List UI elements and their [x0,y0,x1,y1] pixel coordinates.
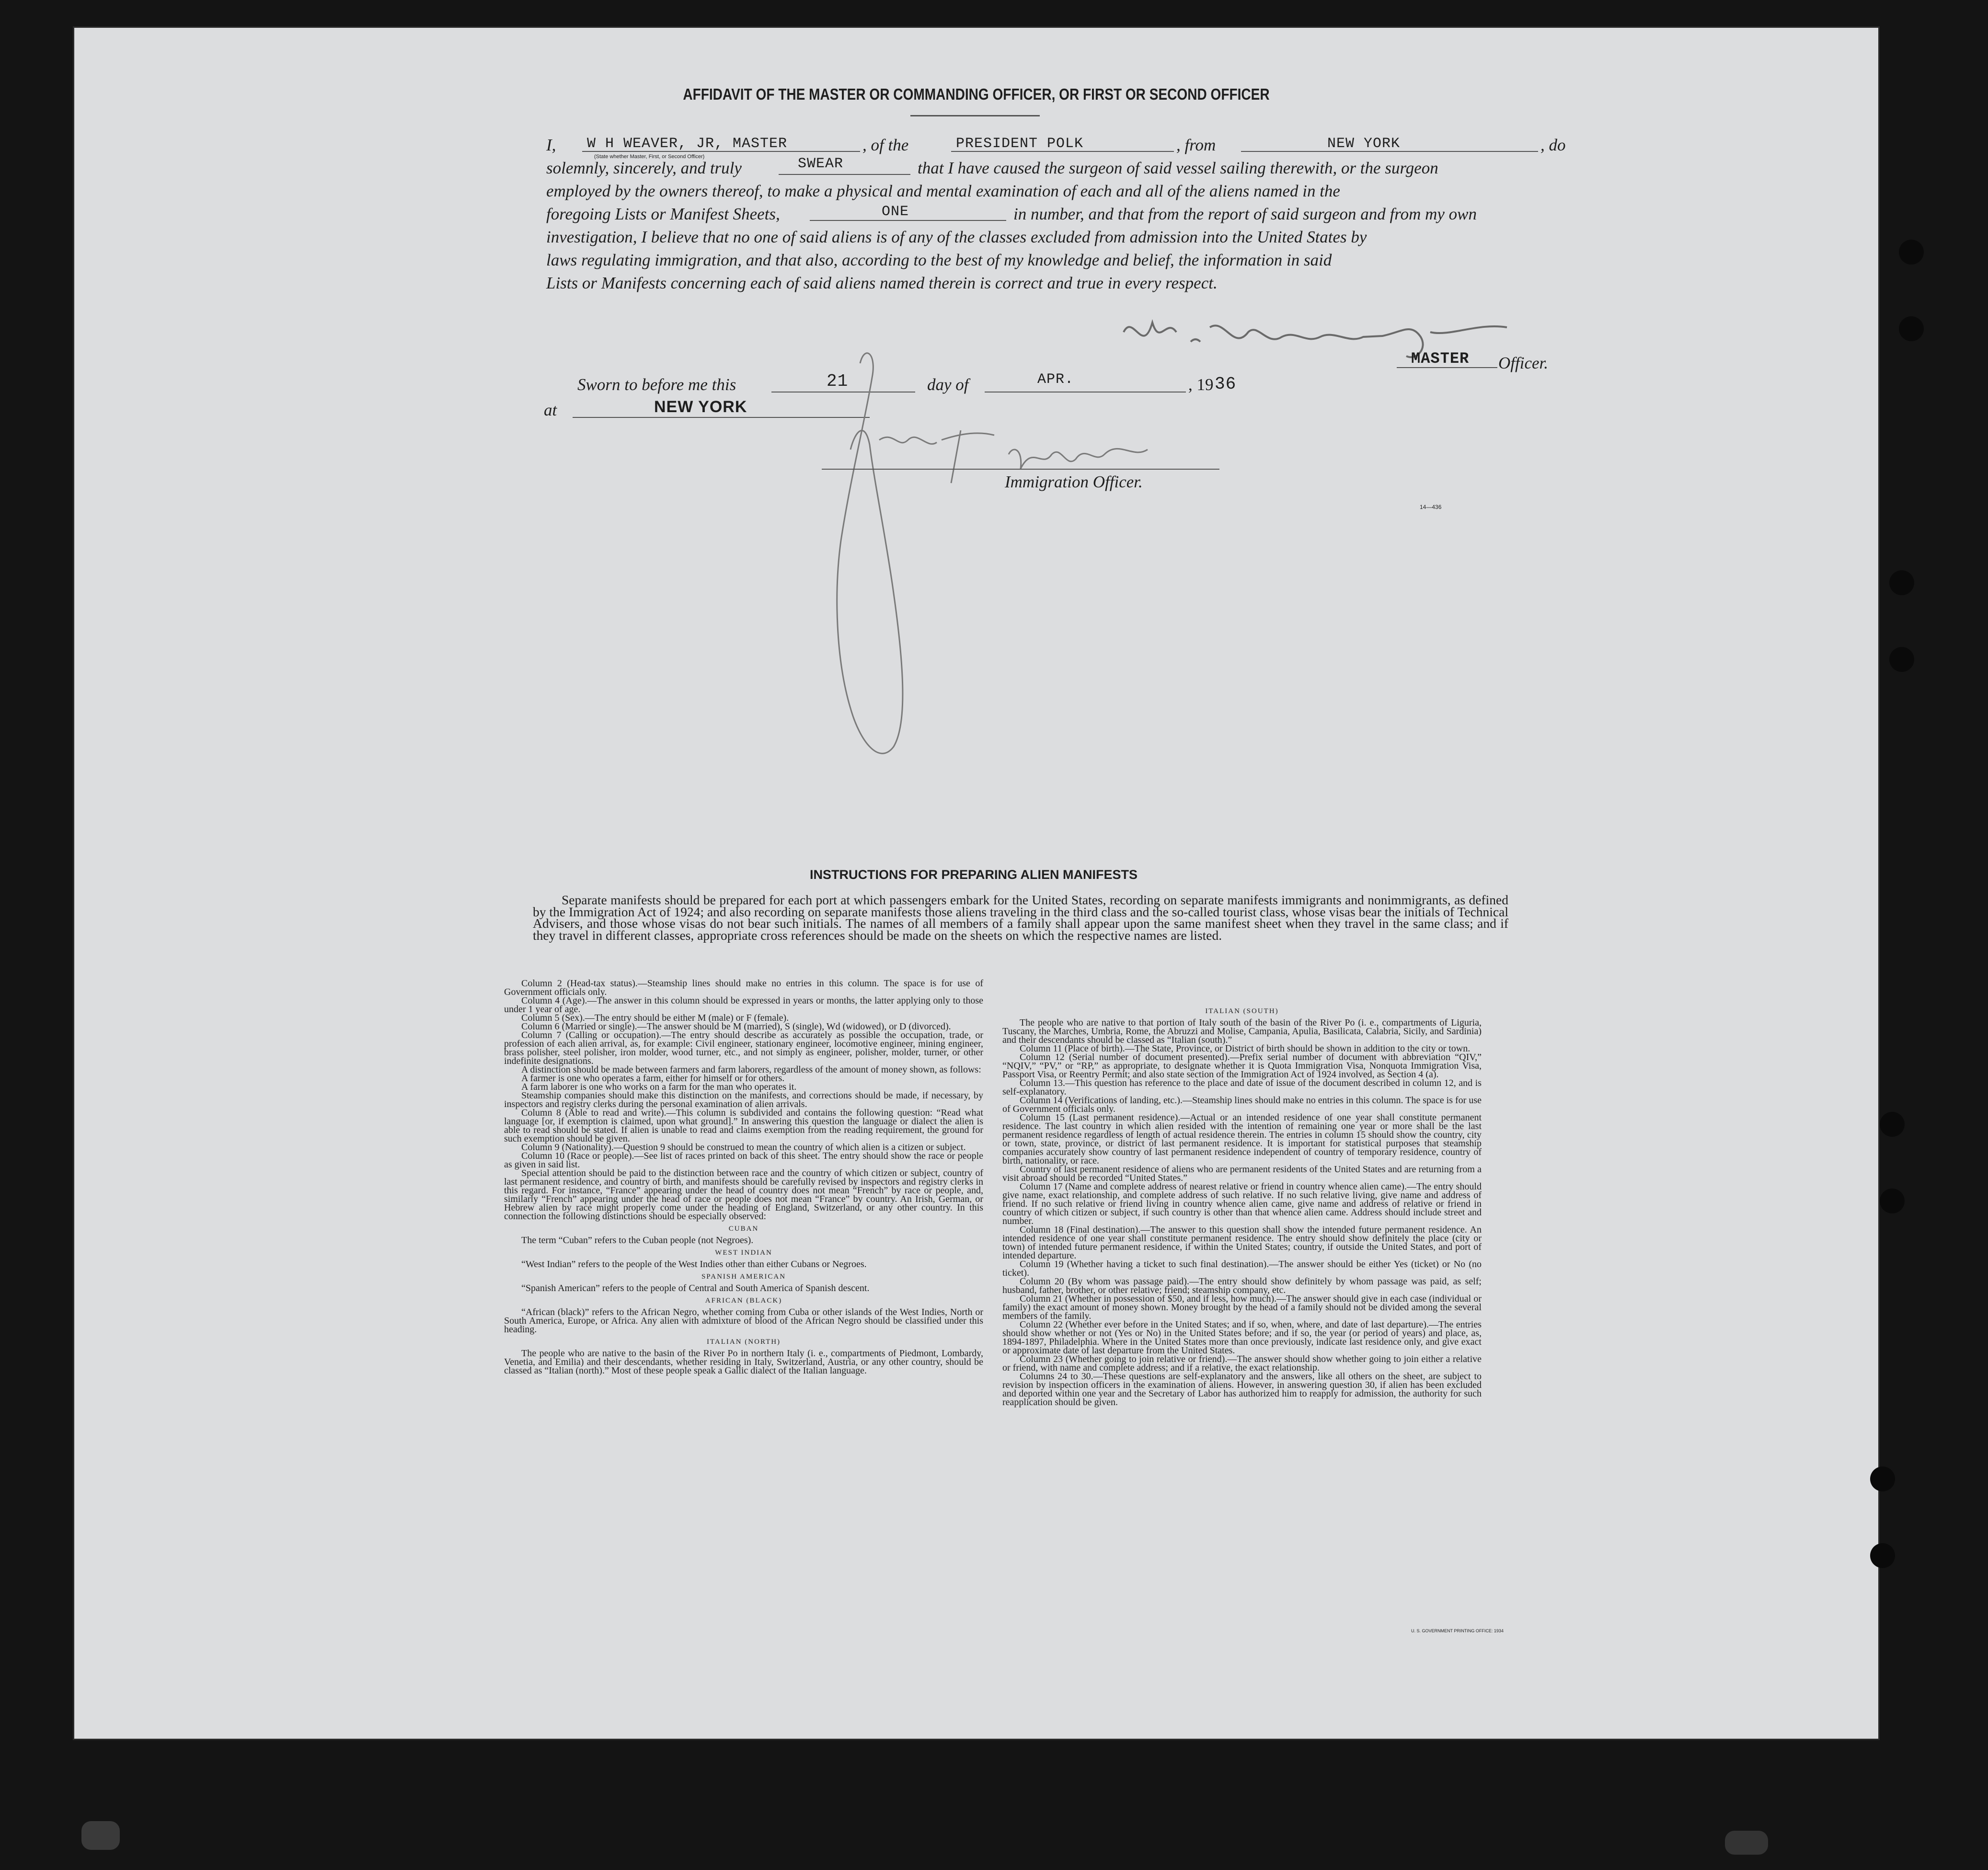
instruction-paragraph: Column 12 (Serial number of document presented).—Prefix serial number of document with abbreviation “QIV,” “NQIV,” “PV,” or “RP,” as appropriate, to designate whether it is Quota Immigration Visa, Nonquota Immigration Visa, Passport Visa, or Reentry Permit; and also state section of the Immigration Act of 1924 involved, as Section 4 (a). [1002,1052,1482,1080]
oath-field: SWEAR [798,156,844,172]
punch-hole [1899,316,1924,341]
year-field: 36 [1215,374,1237,394]
affidavit-text: laws regulating immigration, and that also, according to the best of my knowledge and belief, the information in said [546,251,1332,269]
instruction-paragraph: Column 14 (Verifications of landing, etc.).—Steamship lines should make no entries in this column. The space is for use of Government officials only. [1002,1095,1482,1114]
section-heading: WEST INDIAN [715,1249,772,1257]
day-of-label: day of [927,375,969,394]
instruction-paragraph: Column 19 (Whether having a ticket to such final destination).—The answer should be either Yes (ticket) or No (no ticket). [1002,1259,1482,1278]
instruction-paragraph: Column 22 (Whether ever before in the United States; and if so, when, where, and date of last departure).—The entries should show whether or not (Yes or No) in the United States before; and if so, the year (or period of years) and place, as, 1894-1897, Philadelphia. Where in the United States more than once previously, indicate last residence only, and give exact or approximate date of last departure from the United States. [1002,1319,1482,1356]
day-field: 21 [827,371,849,391]
instruction-paragraph: “Spanish American” refers to the people of Central and South America of Spanish descent. [521,1283,870,1293]
instruction-paragraph: Column 23 (Whether going to join relative or friend).—The answer should show whether going to join either a relative or friend, with name and complete address; and if a relative, the exact relationship. [1002,1354,1482,1373]
instruction-paragraph: Column 17 (Name and complete address of nearest relative or friend in country whence alien came).—The entry should give name, exact relationship, and complete address of such relative. If no such relative living, give name and address of friend. If no such relative or friend living in country whence alien came, give name and address of relative or friend in country of which citizen or subject, if such country is other than that whence alien came. Address should include street and number. [1002,1181,1482,1226]
immigration-officer-label: Immigration Officer. [1005,473,1143,491]
instruction-paragraph: Column 15 (Last permanent residence).—Actual or an intended residence of one year shall constitute permanent residence. The last country in which alien resided with the intention of remaining one year or more shall be the last permanent residence regardless of length of actual residence therein. The entries in column 15 should show the country, city or town, state, province, or district of last permanent residence. It is important for statistical purposes that steamship companies accurately show country of last permanent residence independent of country of temporary residence, country of birth, nationality, or race. [1002,1112,1482,1166]
instruction-paragraph: Column 9 (Nationality).—Question 9 should be construed to mean the country of which alien is a citizen or subject. [521,1142,966,1153]
year-prefix: , 19 [1188,375,1214,394]
instructions-right-column [1002,1007,1482,1407]
instruction-paragraph: Column 10 (Race or people).—See list of races printed on back of this sheet. The entry should show the race or people as given in said list. [504,1151,983,1170]
punch-hole [1870,1543,1895,1568]
instruction-paragraph: Column 21 (Whether in possession of $50, and if less, how much).—The answer should give in each case (individual or family) the exact amount of money shown. Money brought by the head of a family should not be divided among the several members of the family. [1002,1293,1482,1321]
affidavit-text: investigation, I believe that no one of said aliens is of any of the classes excluded from admission into the United States by [546,228,1367,246]
instruction-paragraph: “West Indian” refers to the people of the West Indies other than either Cubans or Negroes. [521,1259,867,1270]
instruction-paragraph: Column 8 (Able to read and write).—This column is subdivided and contains the following question: “Read what language [or, if exemption is claimed, upon what ground].” In answering this question the language or dialect the alien is able to read should be stated. If alien is unable to read and claims exemption from the reading requirement, the ground for such exemption should be given. [504,1108,983,1144]
printer-note: U. S. GOVERNMENT PRINTING OFFICE: 1934 [1411,1628,1504,1633]
place-field: NEW YORK [654,398,747,416]
form-number: 14—436 [1420,504,1442,510]
officer-label: Officer. [1498,354,1549,372]
instruction-paragraph: Column 2 (Head-tax status).—Steamship lines should make no entries in this column. The space is for use of Government officials only. [504,978,983,997]
instruction-paragraph: Column 6 (Married or single).—The answer should be M (married), S (single), Wd (widowed), or D (divorced). [521,1021,951,1032]
instruction-paragraph: The people who are native to that portion of Italy south of the basin of the River Po (i. e., compartments of Liguria, Tuscany, the Marches, Umbria, Rome, the Abruzzi and Molise, Campania, Apulia, Basilicata, Calabria, Sicily, and Sardinia) and their descendants should be classed as “Italian (south).” [1002,1017,1482,1045]
instructions-left-column [504,979,983,1375]
affidavit-text: foregoing Lists or Manifest Sheets, [546,205,780,223]
vessel-field: PRESIDENT POLK [956,136,1084,152]
instruction-paragraph: Column 4 (Age).—The answer in this column should be expressed in years or months, the latter applying only to those under 1 year of age. [504,995,983,1015]
affidavit-text: , do [1540,136,1566,154]
affidavit-text: that I have caused the surgeon of said vessel sailing therewith, or the surgeon [918,159,1438,177]
punch-hole [1889,570,1914,595]
scanner-clip [81,1821,120,1850]
instruction-paragraph: Column 11 (Place of birth).—The State, Province, or District of birth should be shown in addition to the city or town. [1020,1043,1471,1054]
punch-hole [1870,1466,1895,1491]
affidavit-text: , from [1176,136,1216,154]
section-heading: AFRICAN (BLACK) [705,1297,782,1304]
affidavit-text: I, [546,136,556,154]
instruction-paragraph: Column 13.—This question has reference to the place and date of issue of the document described in column 12, and is self-explanatory. [1002,1078,1482,1097]
sworn-label: Sworn to before me this [577,375,736,394]
instruction-paragraph: Column 18 (Final destination).—The answer to this question shall show the intended future permanent residence. An intended residence of one year shall constitute permanent residence. The entry should show definitely the place (city or town) of intended future permanent residence, if within the United States; country, if outside the United States, and port of intended departure. [1002,1224,1482,1261]
officer-stamp: MASTER [1411,350,1470,368]
sheets-field: ONE [882,204,909,220]
at-label: at [544,401,557,419]
instructions-intro: Separate manifests should be prepared for each port at which passengers embark for the United States, recording on separate manifests immigrants and nonimmigrants, as defined by the Immigration Act of 1924; and also recording on separate manifests those aliens traveling in the third class and the so-called tourist class, whose visas bear the initials of Technical Advisers, and those whose visas do not bear such initials. The names of all members of a family shall appear upon the same manifest sheet when they travel in the same class; and if they travel in different classes, appropriate cross references should be made on the sheets on which the respective names are listed. [533,892,1508,943]
instruction-paragraph: A farmer is one who operates a farm, either for himself or for others. [521,1073,785,1084]
month-field: APR. [1037,371,1074,388]
manifest-sheet [74,28,1878,1739]
punch-hole [1880,1189,1905,1213]
punch-hole [1880,1112,1905,1137]
affidavit-text: employed by the owners thereof, to make a physical and mental examination of each and all of the aliens named in the [546,182,1340,200]
from-port-field: NEW YORK [1327,136,1401,152]
instruction-paragraph: Special attention should be paid to the distinction between race and the country of which citizen or subject, country of last permanent residence, and country of birth, and manifests should be carefully revised by inspectors and registry clerks in this regard. For instance, “France” appearing under the head of country does not mean “French” by race or people, and, similarly “French” appearing under the head of race or people does not mean “France” by country. An Irish, German, or Hebrew alien by race might properly come under the heading of England, Switzerland, or any other country. In this connection the following distinctions should be especially observed: [504,1168,983,1222]
affidavit-text: Lists or Manifests concerning each of said aliens named therein is correct and true in every respect. [546,274,1218,292]
section-heading: CUBAN [728,1225,759,1233]
affidavit-title: AFFIDAVIT OF THE MASTER OR COMMANDING OFFICER, OR FIRST OR SECOND OFFICER [683,85,1270,103]
instruction-paragraph: The people who are native to the basin of the River Po in northern Italy (i. e., compartments of Piedmont, Lombardy, Venetia, and Emilia) and their descendants, whether residing in Italy, Switzerland, Austria, or any other country, should be classed as “Italian (north).” Most of these people speak a Gallic dialect of the Italian language. [504,1348,983,1376]
instruction-paragraph: Column 20 (By whom was passage paid).—The entry should show definitely by whom passage was paid, as self; husband, father, brother, or other relative; friend; steamship company, etc. [1002,1276,1482,1295]
instruction-paragraph: Column 5 (Sex).—The entry should be either M (male) or F (female). [521,1013,789,1023]
scanner-clip [1725,1831,1768,1855]
title-note: (State whether Master, First, or Second Officer) [594,154,705,160]
punch-hole [1899,240,1924,265]
instruction-paragraph: Steamship companies should make this distinction on the manifests, and corrections should be made, if necessary, by inspectors and registry clerks during the personal examination of alien arrivals. [504,1090,983,1109]
instruction-paragraph: Column 7 (Calling or occupation).—The entry should describe as accurately as possible the occupation, trade, or profession of each alien arrival, as, for example: Civil engineer, stationary engineer, locomotive engineer, mining engineer, brass polisher, steel polisher, iron molder, wood turner, etc., and not simply as engineer, polisher, molder, turner, or other indefinite designations. [504,1030,983,1066]
affidavit-text: solemnly, sincerely, and truly [546,159,742,177]
master-name-field: W H WEAVER, JR, MASTER [587,136,788,152]
instruction-paragraph: A distinction should be made between farmers and farm laborers, regardless of the amount of money shown, as follows: [521,1064,981,1075]
section-heading: ITALIAN (NORTH) [706,1338,781,1346]
section-heading: ITALIAN (SOUTH) [1205,1007,1279,1015]
affidavit-text: in number, and that from the report of said surgeon and from my own [1013,205,1477,223]
instruction-paragraph: Columns 24 to 30.—These questions are self-explanatory and the answers, like all others on the sheet, are subject to revision by inspection officers in the examination of aliens. However, in answering question 30, if alien has been excluded and deported within one year and the Secretary of Labor has authorized him to reapply for admission, the authority for such reapplication should be given. [1002,1371,1482,1408]
punch-hole [1889,647,1914,672]
title-underline [910,115,1040,116]
instruction-paragraph: “African (black)” refers to the African Negro, whether coming from Cuba or other islands of the West Indies, North or South America, Europe, or Africa. Any alien with admixture of blood of the African Negro should be classified under this heading. [504,1307,983,1335]
instruction-paragraph: Country of last permanent residence of aliens who are permanent residents of the United States and are returning from a visit abroad should be recorded “United States.” [1002,1164,1482,1183]
immigration-officer-signature [783,325,1215,780]
instructions-title: INSTRUCTIONS FOR PREPARING ALIEN MANIFESTS [810,867,1138,882]
instruction-paragraph: The term “Cuban” refers to the Cuban people (not Negroes). [521,1235,754,1246]
affidavit-text: , of the [862,136,909,154]
section-heading: SPANISH AMERICAN [701,1273,786,1281]
instruction-paragraph: A farm laborer is one who works on a farm for the man who operates it. [521,1082,797,1092]
